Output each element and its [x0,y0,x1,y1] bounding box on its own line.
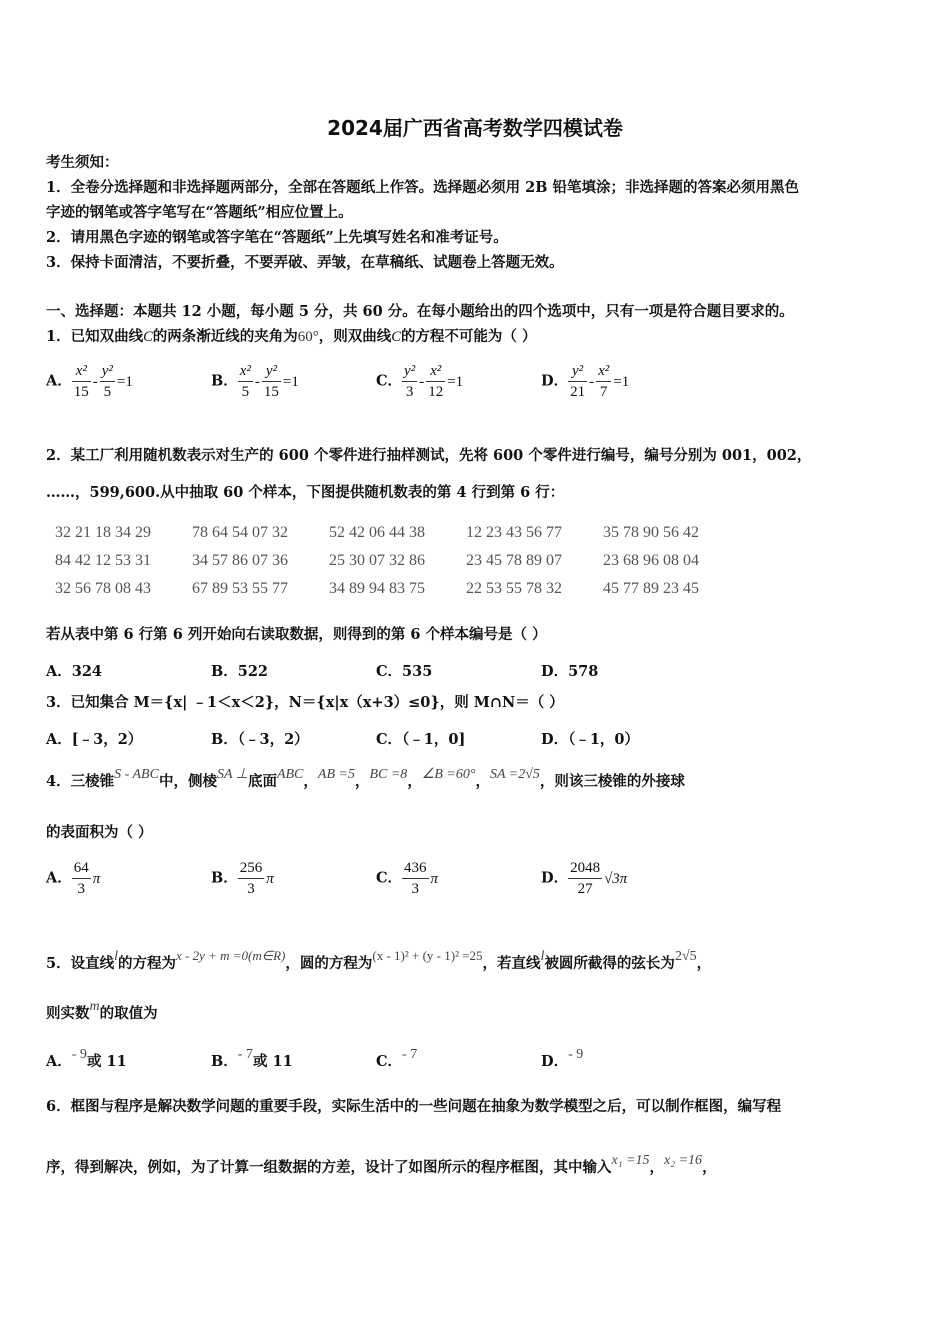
q2-option-c[interactable]: C．535 [376,663,433,680]
rng-cell: 84 42 12 53 31 [55,552,151,569]
fraction: $\frac{\text{y²}}{15}$ [263,363,279,400]
option-label: D． [541,372,569,390]
notice-line-1a: 1．全卷分选择题和非选择题两部分，全部在答题纸上作答。选择题必须用 2B 铅笔填涂；非选择题的答案必须用黑色 [46,179,800,196]
q4-option-c[interactable]: C． $\frac{436}{3}$ π [376,860,439,897]
q3-stem: 3．已知集合 M＝{x| ﹣1＜x＜2}，N＝{x|x（x+3）≤0}，则 M∩N＝（ ） [46,694,564,711]
option-label: A． [46,1053,72,1070]
option-value: - 7 [237,1047,253,1062]
page-title: 2024届广西省高考数学四模试卷 [327,116,623,140]
q2-stem-3: 若从表中第 6 行第 6 列开始向右读取数据，则得到的第 6 个样本编号是（ ） [46,626,547,643]
notice-line-3: 3．保持卡面清洁，不要折叠，不要弄破、弄皱，在草稿纸、试题卷上答题无效。 [46,254,564,271]
q3-option-a[interactable]: A．[﹣3，2） [46,731,143,748]
fraction: $\frac{\text{x²}}{12}$ [428,363,444,400]
fraction: $\frac{\text{y²}}{5}$ [101,363,113,400]
q3-option-d[interactable]: D．（﹣1，0） [541,731,640,748]
fraction: $\frac{64}{3}$ [73,860,89,897]
section-heading: 一、选择题：本题共 12 小题，每小题 5 分，共 60 分。在每小题给出的四个选项中，只有一项是符合题目要求的。 [46,303,794,320]
option-tail: 或 11 [252,1053,293,1070]
option-label: A． [46,869,72,887]
q5-stem: 5．设直线l的方程为x - 2y + m =0(m∈R)，圆的方程为(x - 1)² + (y - 1)² =25，若直线l被圆所截得的弦长为2√5， [46,948,712,972]
option-label: D． [541,869,569,887]
fraction: $\frac{\text{y²}}{3}$ [404,363,416,400]
q5-option-d[interactable] [541,1047,584,1071]
q1-stem: 1．已知双曲线C的两条渐近线的夹角为60°，则双曲线C的方程不可能为（ ） [46,328,537,345]
option-value: - 7 [402,1047,418,1062]
q1-option-a[interactable]: A． $\frac{\text{x²}}{15}$ - $\frac{\text{y²}}{5}$ =1 [46,363,133,400]
q6-stem-2: 序，得到解决，例如，为了计算一组数据的方差，设计了如图所示的程序框图，其中输入x₁ =15，x₂ =16， [46,1153,717,1176]
option-label: B． [211,1053,238,1070]
fraction: $\frac{256}{3}$ [239,860,263,897]
rng-cell: 67 89 53 55 77 [192,580,288,597]
fraction: $\frac{\text{x²}}{15}$ [73,363,89,400]
q2-stem-1: 2．某工厂利用随机数表示对生产的 600 个零件进行抽样测试，先将 600 个零件进行编号，编号分别为 001，002， [46,447,812,464]
q2-option-a[interactable]: A．324 [46,663,103,680]
q4-option-a[interactable]: A． $\frac{64}{3}$ π [46,860,101,897]
option-value: - 9 [71,1047,87,1062]
q5-option-c[interactable] [376,1047,418,1071]
notice-line-2: 2．请用黑色字迹的钢笔或答字笔在“答题纸”上先填写姓名和准考证号。 [46,229,508,246]
option-value: - 9 [568,1047,584,1062]
notice-line-1b: 字迹的钢笔或答字笔写在“答题纸”相应位置上。 [46,204,353,221]
option-label: B． [211,869,238,887]
notice-heading: 考生须知： [46,154,119,171]
option-label: A． [46,372,72,390]
fraction: $\frac{\text{x²}}{5}$ [239,363,251,400]
rng-cell: 45 77 89 23 45 [603,580,699,597]
rng-cell: 32 56 78 08 43 [55,580,151,597]
rng-cell: 12 23 43 56 77 [466,524,562,541]
fraction: $\frac{\text{y²}}{21}$ [570,363,586,400]
rng-cell: 52 42 06 44 38 [329,524,425,541]
q5-option-a[interactable] [46,1047,127,1071]
rng-cell: 78 64 54 07 32 [192,524,288,541]
q6-stem-1: 6．框图与程序是解决数学问题的重要手段，实际生活中的一些问题在抽象为数学模型之后，可以制作框图，编写程 [46,1098,782,1115]
rng-cell: 22 53 55 78 32 [466,580,562,597]
q5-stem-2: 则实数m的取值为 [46,999,158,1022]
option-label: D． [541,1053,569,1070]
q4-option-d[interactable]: D． $\frac{2048}{27}$ √3π [541,860,628,897]
fraction: $\frac{2048}{27}$ [570,860,601,897]
q1-option-c[interactable]: C． $\frac{\text{y²}}{3}$ - $\frac{\text{x²}}{12}$ =1 [376,363,464,400]
rng-cell: 25 30 07 32 86 [329,552,425,569]
q4-stem: 4．三棱锥S - ABC中，侧棱SA ⊥底面ABC，AB =5，BC =8，∠B =60°，SA =2√5，则该三棱锥的外接球 [46,767,685,790]
option-tail: 或 11 [86,1053,127,1070]
option-label: C． [376,372,403,390]
q3-option-b[interactable]: B．（﹣3，2） [211,731,309,748]
rng-cell: 34 89 94 83 75 [329,580,425,597]
option-label: B． [211,372,238,390]
q2-option-b[interactable]: B．522 [211,663,269,680]
q1-option-d[interactable]: D． $\frac{\text{y²}}{21}$ - $\frac{\text{x²}}{7}$ =1 [541,363,630,400]
q2-stem-2: ……，599,600.从中抽取 60 个样本，下图提供随机数表的第 4 行到第 6 行： [46,484,565,501]
rng-cell: 32 21 18 34 29 [55,524,151,541]
fraction: $\frac{\text{x²}}{7}$ [598,363,610,400]
fraction: $\frac{436}{3}$ [404,860,427,897]
rng-cell: 34 57 86 07 36 [192,552,288,569]
option-label: C． [376,869,403,887]
option-label: C． [376,1053,403,1070]
q4-stem-2: 的表面积为（ ） [46,824,153,841]
q5-option-b[interactable] [211,1047,293,1071]
q1-option-b[interactable]: B． $\frac{\text{x²}}{5}$ - $\frac{\text{y²}}{15}$ =1 [211,363,299,400]
rng-cell: 35 78 90 56 42 [603,524,699,541]
q4-option-b[interactable]: B． $\frac{256}{3}$ π [211,860,274,897]
rng-cell: 23 68 96 08 04 [603,552,699,569]
q2-option-d[interactable]: D．578 [541,663,599,680]
rng-cell: 23 45 78 89 07 [466,552,562,569]
q3-option-c[interactable]: C．（﹣1，0] [376,731,466,748]
